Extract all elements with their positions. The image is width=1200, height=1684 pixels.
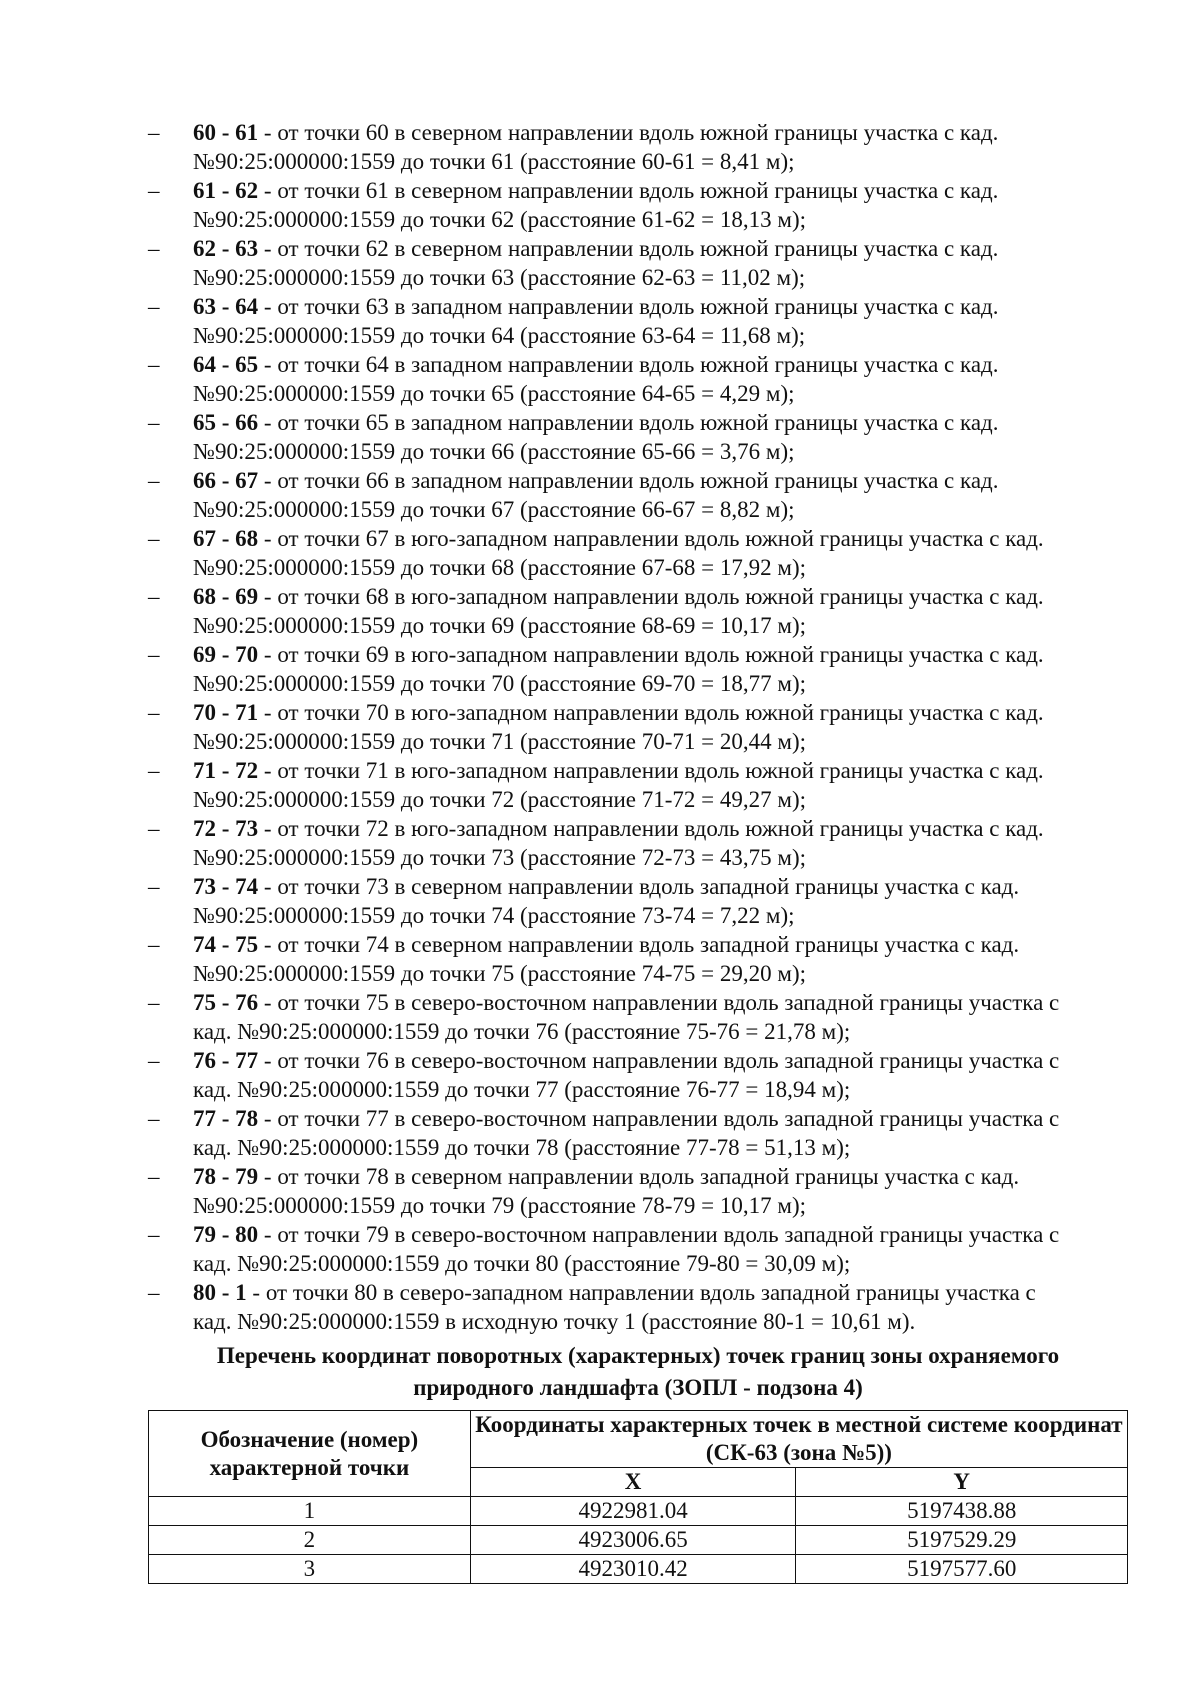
list-dash: – <box>148 410 160 435</box>
segment-line-1 <box>193 756 1118 785</box>
boundary-segment <box>148 292 1118 350</box>
segment-line-1 <box>193 988 1118 1017</box>
list-dash: – <box>148 1106 160 1131</box>
segment-description: - от точки 61 в северном направлении вдоль южной границы участка с кад. <box>258 178 999 203</box>
boundary-segment <box>148 872 1118 930</box>
segment-line-1 <box>193 930 1118 959</box>
segment-line-2: №90:25:000000:1559 до точки 61 (расстояние 60-61 = 8,41 м); <box>193 149 795 174</box>
segment-code: 73 - 74 <box>193 874 259 899</box>
coordinates-table <box>148 1410 1128 1584</box>
coord-x: 4923010.42 <box>470 1555 796 1584</box>
header-y: Y <box>796 1468 1128 1497</box>
segment-description: - от точки 71 в юго-западном направлении вдоль южной границы участка с кад. <box>258 758 1044 783</box>
boundary-segment <box>148 524 1118 582</box>
segment-line-1 <box>193 234 1118 263</box>
list-dash: – <box>148 120 160 145</box>
segment-line-2: №90:25:000000:1559 до точки 79 (расстояние 78-79 = 10,17 м); <box>193 1193 807 1218</box>
list-dash: – <box>148 294 160 319</box>
segment-line-2: №90:25:000000:1559 до точки 75 (расстояние 74-75 = 29,20 м); <box>193 961 807 986</box>
coord-y: 5197438.88 <box>796 1497 1128 1526</box>
table-row <box>149 1497 1128 1526</box>
segment-line-2: №90:25:000000:1559 до точки 62 (расстояние 61-62 = 18,13 м); <box>193 207 807 232</box>
list-dash: – <box>148 642 160 667</box>
list-dash: – <box>148 1048 160 1073</box>
segment-line-1 <box>193 1278 1118 1307</box>
boundary-segment <box>148 582 1118 640</box>
boundary-segment <box>148 1046 1118 1104</box>
segment-line-1 <box>193 1162 1118 1191</box>
boundary-segment <box>148 1162 1118 1220</box>
segment-code: 69 - 70 <box>193 642 259 667</box>
coord-x: 4922981.04 <box>470 1497 796 1526</box>
segment-line-2: кад. №90:25:000000:1559 до точки 77 (расстояние 76-77 = 18,94 м); <box>193 1077 851 1102</box>
segment-description: - от точки 68 в юго-западном направлении вдоль южной границы участка с кад. <box>258 584 1044 609</box>
segment-line-2: №90:25:000000:1559 до точки 67 (расстояние 66-67 = 8,82 м); <box>193 497 795 522</box>
segment-code: 63 - 64 <box>193 294 259 319</box>
header-designation: Обозначение (номер) характерной точки <box>149 1411 471 1497</box>
segment-line-1 <box>193 1046 1118 1075</box>
list-dash: – <box>148 178 160 203</box>
segment-line-1 <box>193 640 1118 669</box>
segment-description: - от точки 60 в северном направлении вдоль южной границы участка с кад. <box>258 120 999 145</box>
segment-line-1 <box>193 292 1118 321</box>
segment-line-1 <box>193 1104 1118 1133</box>
segment-description: - от точки 73 в северном направлении вдоль западной границы участка с кад. <box>258 874 1020 899</box>
segment-code: 72 - 73 <box>193 816 259 841</box>
segment-description: - от точки 76 в северо-восточном направлении вдоль западной границы участка с <box>258 1048 1060 1073</box>
segment-line-1 <box>193 176 1118 205</box>
segment-description: - от точки 80 в северо-западном направлении вдоль западной границы участка с <box>246 1280 1036 1305</box>
heading-line-1: Перечень координат поворотных (характерных) точек границ зоны охраняемого <box>216 1343 1060 1368</box>
segment-line-1 <box>193 1220 1118 1249</box>
segment-code: 78 - 79 <box>193 1164 259 1189</box>
boundary-segment <box>148 698 1118 756</box>
segment-line-1 <box>193 350 1118 379</box>
segment-code: 65 - 66 <box>193 410 259 435</box>
segment-description: - от точки 69 в юго-западном направлении вдоль южной границы участка с кад. <box>258 642 1044 667</box>
segment-description: - от точки 67 в юго-западном направлении вдоль южной границы участка с кад. <box>258 526 1044 551</box>
header-coordinates: Координаты характерных точек в местной системе координат (СК-63 (зона №5)) <box>470 1411 1127 1468</box>
boundary-segment <box>148 988 1118 1046</box>
list-dash: – <box>148 932 160 957</box>
segment-description: - от точки 79 в северо-восточном направлении вдоль западной границы участка с <box>258 1222 1060 1247</box>
boundary-segment <box>148 408 1118 466</box>
segment-code: 61 - 62 <box>193 178 259 203</box>
segment-line-2: №90:25:000000:1559 до точки 64 (расстояние 63-64 = 11,68 м); <box>193 323 806 348</box>
segment-code: 70 - 71 <box>193 700 259 725</box>
segment-code: 77 - 78 <box>193 1106 259 1131</box>
segment-code: 76 - 77 <box>193 1048 259 1073</box>
coord-y: 5197529.29 <box>796 1526 1128 1555</box>
boundary-segment <box>148 1104 1118 1162</box>
segment-line-1 <box>193 814 1118 843</box>
list-dash: – <box>148 758 160 783</box>
boundary-segment <box>148 234 1118 292</box>
table-row <box>149 1555 1128 1584</box>
segment-code: 64 - 65 <box>193 352 259 377</box>
segment-description: - от точки 77 в северо-восточном направлении вдоль западной границы участка с <box>258 1106 1060 1131</box>
segment-code: 67 - 68 <box>193 526 259 551</box>
segment-line-2: №90:25:000000:1559 до точки 68 (расстояние 67-68 = 17,92 м); <box>193 555 807 580</box>
point-number: 2 <box>149 1526 471 1555</box>
list-dash: – <box>148 352 160 377</box>
segment-line-2: кад. №90:25:000000:1559 до точки 76 (расстояние 75-76 = 21,78 м); <box>193 1019 851 1044</box>
segment-line-2: №90:25:000000:1559 до точки 74 (расстояние 73-74 = 7,22 м); <box>193 903 795 928</box>
table-row <box>149 1526 1128 1555</box>
segment-line-2: кад. №90:25:000000:1559 до точки 80 (расстояние 79-80 = 30,09 м); <box>193 1251 851 1276</box>
segment-line-2: №90:25:000000:1559 до точки 70 (расстояние 69-70 = 18,77 м); <box>193 671 807 696</box>
segment-description: - от точки 74 в северном направлении вдоль западной границы участка с кад. <box>258 932 1020 957</box>
boundary-segment <box>148 350 1118 408</box>
segment-description: - от точки 66 в западном направлении вдоль южной границы участка с кад. <box>258 468 999 493</box>
segment-code: 80 - 1 <box>193 1280 247 1305</box>
segment-code: 71 - 72 <box>193 758 259 783</box>
segment-description: - от точки 78 в северном направлении вдоль западной границы участка с кад. <box>258 1164 1020 1189</box>
boundary-segment <box>148 1220 1118 1278</box>
list-dash: – <box>148 874 160 899</box>
boundary-segment <box>148 640 1118 698</box>
coordinates-heading <box>148 1340 1128 1404</box>
point-number: 1 <box>149 1497 471 1526</box>
segment-code: 74 - 75 <box>193 932 259 957</box>
segment-description: - от точки 75 в северо-восточном направлении вдоль западной границы участка с <box>258 990 1060 1015</box>
segment-line-1 <box>193 582 1118 611</box>
segment-line-1 <box>193 524 1118 553</box>
list-dash: – <box>148 468 160 493</box>
boundary-segment <box>148 118 1118 176</box>
boundary-segment <box>148 1278 1118 1336</box>
list-dash: – <box>148 990 160 1015</box>
heading-line-2: природного ландшафта (ЗОПЛ - подзона 4) <box>413 1375 863 1400</box>
list-dash: – <box>148 1222 160 1247</box>
segment-line-2: №90:25:000000:1559 до точки 73 (расстояние 72-73 = 43,75 м); <box>193 845 807 870</box>
segment-line-2: кад. №90:25:000000:1559 до точки 78 (расстояние 77-78 = 51,13 м); <box>193 1135 851 1160</box>
segment-line-1 <box>193 118 1118 147</box>
segment-line-2: кад. №90:25:000000:1559 в исходную точку 1 (расстояние 80-1 = 10,61 м). <box>193 1309 916 1334</box>
segment-code: 79 - 80 <box>193 1222 259 1247</box>
segment-line-2: №90:25:000000:1559 до точки 65 (расстояние 64-65 = 4,29 м); <box>193 381 795 406</box>
segment-line-1 <box>193 466 1118 495</box>
segment-code: 66 - 67 <box>193 468 259 493</box>
list-dash: – <box>148 1164 160 1189</box>
list-dash: – <box>148 700 160 725</box>
coord-x: 4923006.65 <box>470 1526 796 1555</box>
point-number: 3 <box>149 1555 471 1584</box>
segment-description: - от точки 64 в западном направлении вдоль южной границы участка с кад. <box>258 352 999 377</box>
segment-description: - от точки 72 в юго-западном направлении вдоль южной границы участка с кад. <box>258 816 1044 841</box>
segment-line-1 <box>193 698 1118 727</box>
segment-code: 62 - 63 <box>193 236 259 261</box>
boundary-segment <box>148 930 1118 988</box>
list-dash: – <box>148 1280 160 1305</box>
list-dash: – <box>148 236 160 261</box>
segment-description: - от точки 62 в северном направлении вдоль южной границы участка с кад. <box>258 236 999 261</box>
list-dash: – <box>148 526 160 551</box>
header-x: X <box>470 1468 796 1497</box>
list-dash: – <box>148 816 160 841</box>
boundary-segment <box>148 466 1118 524</box>
segment-line-2: №90:25:000000:1559 до точки 66 (расстояние 65-66 = 3,76 м); <box>193 439 795 464</box>
segment-description: - от точки 63 в западном направлении вдоль южной границы участка с кад. <box>258 294 999 319</box>
segment-line-1 <box>193 408 1118 437</box>
boundary-segment <box>148 814 1118 872</box>
segment-line-2: №90:25:000000:1559 до точки 72 (расстояние 71-72 = 49,27 м); <box>193 787 807 812</box>
segment-line-1 <box>193 872 1118 901</box>
list-dash: – <box>148 584 160 609</box>
segment-line-2: №90:25:000000:1559 до точки 63 (расстояние 62-63 = 11,02 м); <box>193 265 806 290</box>
boundary-segment <box>148 756 1118 814</box>
segment-code: 60 - 61 <box>193 120 259 145</box>
coord-y: 5197577.60 <box>796 1555 1128 1584</box>
segment-code: 75 - 76 <box>193 990 259 1015</box>
boundary-segment <box>148 176 1118 234</box>
boundary-segment-list <box>148 118 1118 1336</box>
segment-line-2: №90:25:000000:1559 до точки 71 (расстояние 70-71 = 20,44 м); <box>193 729 807 754</box>
segment-code: 68 - 69 <box>193 584 259 609</box>
segment-description: - от точки 70 в юго-западном направлении вдоль южной границы участка с кад. <box>258 700 1044 725</box>
segment-line-2: №90:25:000000:1559 до точки 69 (расстояние 68-69 = 10,17 м); <box>193 613 807 638</box>
segment-description: - от точки 65 в западном направлении вдоль южной границы участка с кад. <box>258 410 999 435</box>
